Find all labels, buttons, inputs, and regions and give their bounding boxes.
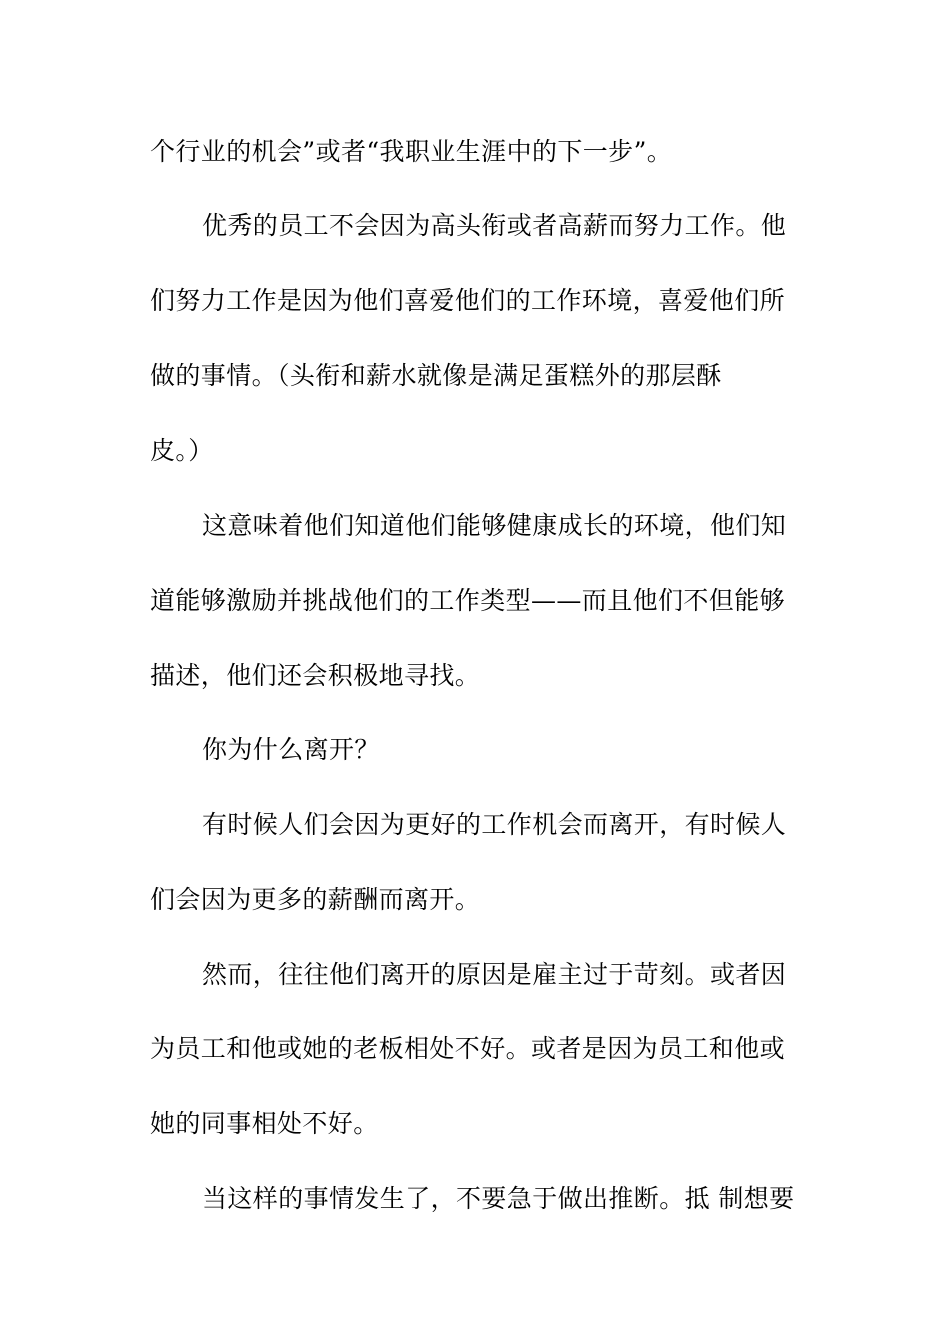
text-line: 做的事情。（头衔和薪水就像是满足蛋糕外的那层酥 [150,361,722,390]
paragraph-start-line: 优秀的员工不会因为高头衔或者高薪而努力工作。他 [202,211,787,240]
text-line: 个行业的机会”或者“我职业生涯中的下一步”。 [150,137,673,166]
text-line: 皮。） [150,436,214,465]
paragraph-start-line: 这意味着他们知道他们能够健康成长的环境，他们知 [202,511,787,540]
paragraph-start-line: 有时候人们会因为更好的工作机会而离开，有时候人 [202,810,787,839]
text-line: 们会因为更多的薪酬而离开。 [150,885,481,914]
text-line: 们努力工作是因为他们喜爱他们的工作环境，喜爱他们所 [150,286,786,315]
text-line: 描述，他们还会积极地寻找。 [150,661,481,690]
text-line: 道能够激励并挑战他们的工作类型——而且他们不但能够 [150,586,786,615]
paragraph-start-line: 然而，往往他们离开的原因是雇主过于苛刻。或者因 [202,960,787,989]
text-line: 为员工和他或她的老板相处不好。或者是因为员工和他或 [150,1034,786,1063]
section-question: 你为什么离开？ [202,735,380,764]
text-line: 她的同事相处不好。 [150,1109,379,1138]
paragraph-start-line: 当这样的事情发生了，不要急于做出推断。抵 制想要 [202,1184,795,1213]
